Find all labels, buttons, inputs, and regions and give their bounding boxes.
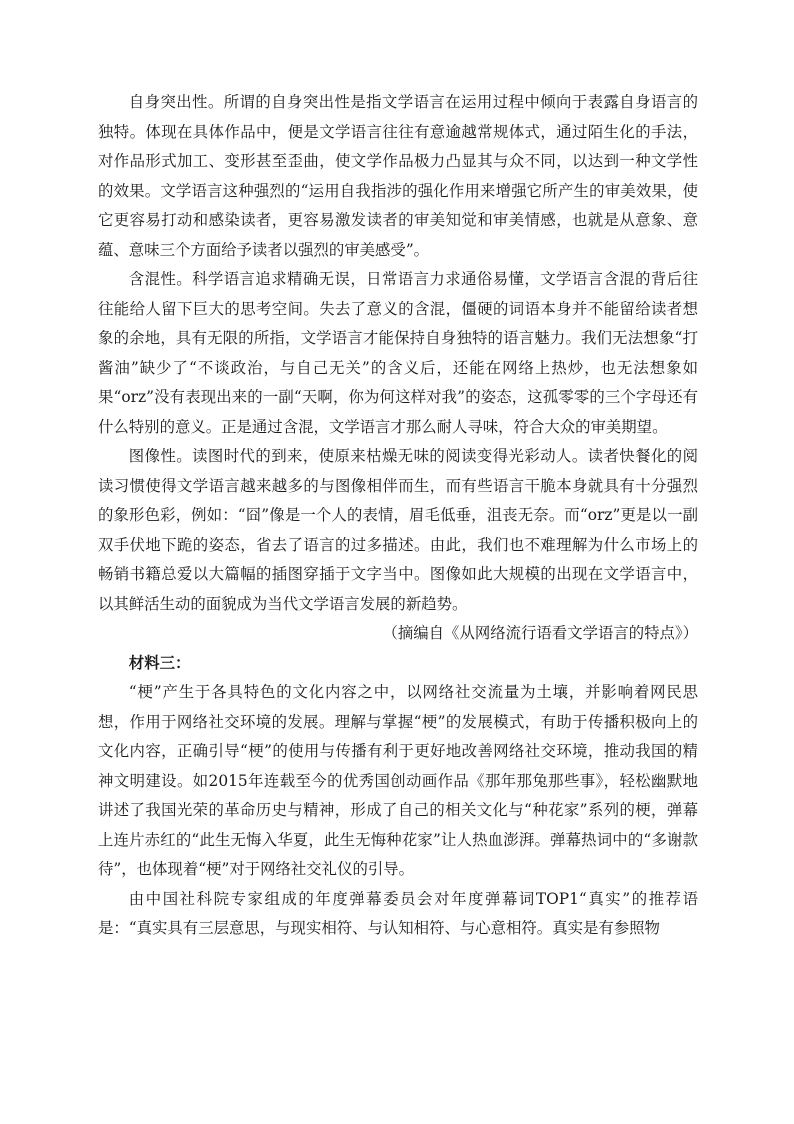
paragraph-meme: “梗”产生于各具特色的文化内容之中，以网络社交流量为土壤，并影响着网民思想，作用于网络社交环境的发展。理解与掌握“梗”的发展模式，有助于传播积极向上的文化内容，正确引导“梗”的使用与传播有利于更好地改善网络社交环境，推动我国的精神文明建设。如2015年连载至今的优秀国创动画作品《那年那兔那些事》，轻松幽默地讲述了我国光荣的革命历史与精神，形成了自己的相关文化与“种花家”系列的梗，弹幕上连片赤红的“此生无悔入华夏，此生无悔种花家”让人热血澎湃。弹幕热词中的“多谢款待”，也体现着“梗”对于网络社交礼仪的引导。 (98, 683, 698, 878)
source-citation: （摘编自《从网络流行语看文学语言的特点》） (382, 624, 698, 642)
paragraph-self-prominence: 自身突出性。所谓的自身突出性是指文学语言在运用过程中倾向于表露自身语言的独特。体现在具体作品中，便是文学语言往往有意逾越常规体式，通过陌生化的手法，对作品形式加工、变形甚至歪曲，使文学作品极力凸显其与众不同，以达到一种文学性的效果。文学语言这种强烈的“运用自我指涉的强化作用来增强它所产生的审美效果，使它更容易打动和感染读者，更容易激发读者的审美知觉和审美情感，也就是从意象、意蕴、意味三个方面给予读者以强烈的审美感受”。 (98, 93, 698, 259)
paragraph-imagery: 图像性。读图时代的到来，使原来枯燥无味的阅读变得光彩动人。读者快餐化的阅读习惯使得文学语言越来越多的与图像相伴而生，而有些语言干脆本身就具有十分强烈的象形色彩，例如：“囧”像是一个人的表情，眉毛低垂，沮丧无奈。而“orz”更是以一副双手伏地下跪的姿态，省去了语言的过多描述。由此，我们也不难理解为什么市场上的畅销书籍总爱以大篇幅的插图穿插于文字当中。图像如此大规模的出现在文学语言中，以其鲜活生动的面貌成为当代文学语言发展的新趋势。 (98, 447, 698, 613)
paragraph-ambiguity: 含混性。科学语言追求精确无误，日常语言力求通俗易懂，文学语言含混的背后往往能给人留下巨大的思考空间。失去了意义的含混，僵硬的词语本身并不能留给读者想象的余地，具有无限的所指，文学语言才能保持自身独特的语言魅力。我们无法想象“打酱油”缺少了“不谈政治，与自己无关”的含义后，还能在网络上热炒，也无法想象如果“orz”没有表现出来的一副“天啊，你为何这样对我”的姿态，这孤零零的三个字母还有什么特别的意义。正是通过含混，文学语言才那么耐人寻味，符合大众的审美期望。 (98, 270, 698, 436)
material-three-heading: 材料三： (128, 653, 191, 672)
document-page (98, 88, 698, 944)
paragraph-danmaku-committee: 由中国社科院专家组成的年度弹幕委员会对年度弹幕词TOP1“真实”的推荐语是：“真实具有三层意思，与现实相符、与认知相符、与心意相符。真实是有参照物 (98, 889, 698, 937)
